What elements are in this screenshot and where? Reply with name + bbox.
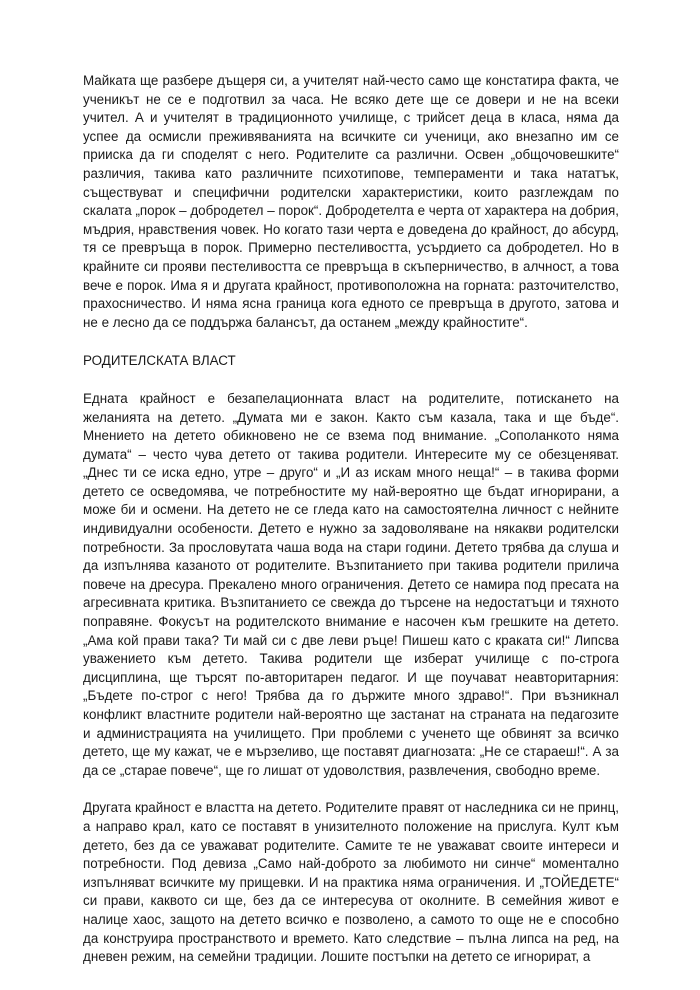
paragraph-child-power: Другата крайност е властта на детето. Родителите правят от наследника си не принц, а направо крал, като се поставят в унизителното положение на прислуга. Култ към детето, без да се уважават родителите. Самите те не уважават своите интереси и потребности. Под девиза „Само най-доброто за любимото ни синче“ моментално изпълняват всичките му прищевки. И на практика няма ограничения. И „ТОЙЕДЕТЕ“ си прави, каквото си ще, без да се интересува от околните. В семейния живот е налице хаос, защото на детето всичко е позволено, а самото то още не е способно да конструира пространството и времето. Като следствие – пълна липса на ред, на дневен режим, на семейни традиции. Лошите постъпки на детето се игнорират, а bbox=[83, 800, 619, 965]
document-page bbox=[83, 72, 619, 967]
paragraph-parental-power: Едната крайност е безапелационната власт на родителите, потискането на желанията на детето. „Думата ми е закон. Както съм казала, така и ще бъде“. Мнението на детето обикновено не се взема под внимание. „Сополанкото няма думата“ – често чува детето от такива родители. Интересите му се обезценяват. „Днес ти се иска едно, утре – друго“ и „И аз искам много неща!“ – в такива форми детето се осведомява, че потребностите му най-вероятно ще бъдат игнорирани, а може би и осмени. На детето не се гледа като на самостоятелна личност с нейните индивидуални особености. Детето е нужно за задоволяване на някакви родителски потребности. За прословутата чаша вода на стари години. Детето трябва да слуша и да изпълнява казаното от родителите. Възпитанието при такива родители прилича повече на дресура. Прекалено много ограничения. Детето се намира под пресата на агресивната критика. Възпитанието се свежда до търсене на недостатъци и тяхното поправяне. Фокусът на родителското внимание е насочен към грешките на детето. „Ама кой прави така? Ти май си с две леви ръце! Пишеш като с краката си!“ Липсва уважението към детето. Такива родители ще изберат училище с по-строга дисциплина, ще търсят по-авторитарен педагог. И ще поучават неавторитарния: „Бъдете по-строг с него! Трябва да го държите много здраво!“. При възникнал конфликт властните родители най-вероятно ще застанат на страната на педагозите и администрацията на училището. При проблеми с ученето ще обвинят за всичко детето, ще му кажат, че е мързеливо, ще поставят диагнозата: „Не се стараеш!“. А за да се „старае повече“, ще го лишат от удоволствия, развлечения, свободно време. bbox=[83, 390, 619, 778]
paragraph-intro: Майката ще разбере дъщеря си, а учителят най-често само ще констатира факта, че ученикът не се е подготвил за часа. Не всяко дете ще се довери и не на всеки учител. А и учителят в традиционното училище, с трийсет деца в класа, няма да успее да осмисли преживяванията на всичките си ученици, ако внезапно им се прииска да ги споделят с него. Родителите са различни. Освен „общочовешките“ различия, такива като различните психотипове, темпераменти и така нататък, съществуват и специфични родителски характеристики, които разглеждам по скалата „порок – добродетел – порок“. Добродетелта е черта от характера на добрия, мъдрия, нравствения човек. Но когато тази черта е доведена до крайност, до абсурд, тя се превръща в порок. Примерно пестеливостта, усърдието са добродетел. Но в крайните си прояви пестеливостта се превръща в скъперничество, в алчност, а това вече е порок. Има я и другата крайност, противоположна на горната: разточителство, прахосничество. И няма ясна граница кога едното се превръща в другото, затова и не е лесно да се поддържа балансът, да останем „между крайностите“. bbox=[83, 73, 619, 330]
section-heading: РОДИТЕЛСКАТА ВЛАСТ bbox=[83, 353, 236, 369]
